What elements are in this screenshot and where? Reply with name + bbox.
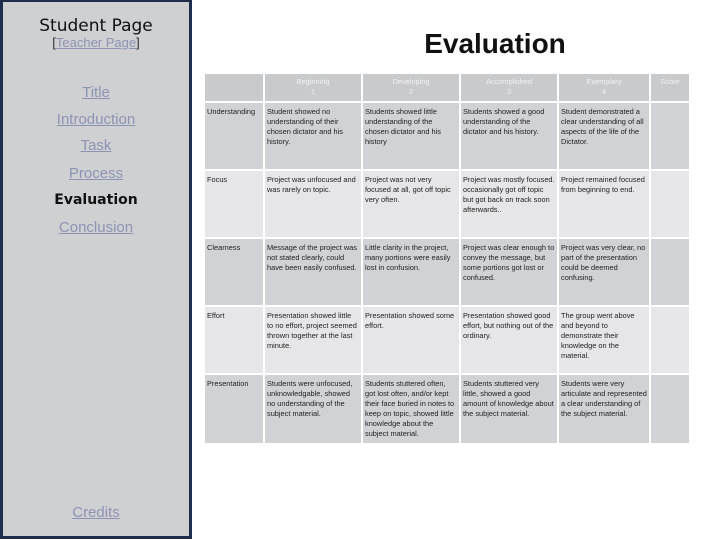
rubric-cell: Project was very clear, no part of the presentation could be deemed confusing. xyxy=(559,239,649,305)
criterion-cell: Presentation xyxy=(205,375,263,443)
nav-credits[interactable]: Credits xyxy=(72,504,120,521)
criterion-cell: Clearness xyxy=(205,239,263,305)
rubric-cell: Presentation showed good effort, but nothing out of the ordinary. xyxy=(461,307,557,373)
nav-task[interactable]: Task xyxy=(80,137,112,154)
rubric-cell: Students stuttered very little, showed a good amount of knowledge about the subject material. xyxy=(461,375,557,443)
score-cell[interactable] xyxy=(651,103,689,169)
header-name: Beginning xyxy=(296,77,330,86)
table-row xyxy=(205,103,689,169)
header-level: 2 xyxy=(408,87,414,96)
rubric-cell: Students were unfocused, unknowledgable, showed no understanding of the subject material. xyxy=(265,375,361,443)
table-row xyxy=(205,239,689,305)
score-cell[interactable] xyxy=(651,307,689,373)
rubric-table xyxy=(203,72,691,445)
column-header xyxy=(265,74,361,101)
rubric-cell: Presentation showed some effort. xyxy=(363,307,459,373)
nav-title[interactable]: Title xyxy=(82,84,110,101)
table-row xyxy=(205,307,689,373)
rubric-cell: Project was clear enough to convey the message, but some portions got lost or confused. xyxy=(461,239,557,305)
score-cell[interactable] xyxy=(651,375,689,443)
nav-introduction[interactable]: Introduction xyxy=(56,111,136,128)
rubric-cell: Project was mostly focused. occasionally got off topic but got back on track soon afterwards.. xyxy=(461,171,557,237)
rubric-cell: Little clarity in the project, many portions were easily lost in confusion. xyxy=(363,239,459,305)
nav-evaluation-current: Evaluation xyxy=(54,192,138,208)
rubric-cell: Student demonstrated a clear understanding of all aspects of the life of the Dictator. xyxy=(559,103,649,169)
header-level: 4 xyxy=(601,87,607,96)
column-header xyxy=(363,74,459,101)
header-name: Developing xyxy=(392,77,430,86)
rubric-cell: Students showed little understanding of the chosen dictator and his history xyxy=(363,103,459,169)
rubric-cell: Message of the project was not stated clearly, could have been easily confused. xyxy=(265,239,361,305)
header-name: Accomplished xyxy=(485,77,532,86)
bracket: [ xyxy=(52,35,56,50)
rubric-cell: The group went above and beyond to demonstrate their knowledge on the material. xyxy=(559,307,649,373)
rubric-cell: Project was not very focused at all, got off topic very often. xyxy=(363,171,459,237)
bracket: ] xyxy=(136,35,140,50)
criterion-cell: Focus xyxy=(205,171,263,237)
header-name: Score xyxy=(660,77,680,86)
sidebar xyxy=(0,0,192,539)
header-name: Exemplary xyxy=(586,77,622,86)
header-level: 3 xyxy=(506,87,512,96)
rubric-cell: Project was unfocused and was rarely on topic. xyxy=(265,171,361,237)
criterion-cell: Effort xyxy=(205,307,263,373)
score-cell[interactable] xyxy=(651,239,689,305)
nav-conclusion[interactable]: Conclusion xyxy=(58,219,134,236)
column-header xyxy=(461,74,557,101)
table-row xyxy=(205,375,689,443)
sidebar-title: Student Page xyxy=(39,16,153,36)
page-heading: Evaluation xyxy=(424,28,566,59)
column-header xyxy=(205,74,263,101)
column-header xyxy=(559,74,649,101)
rubric-cell: Students stuttered often, got lost often, and/or kept their face buried in notes to keep on topic, showed little knowledge about the subject material. xyxy=(363,375,459,443)
score-cell[interactable] xyxy=(651,171,689,237)
rubric-cell: Students showed a good understanding of the dictator and his history. xyxy=(461,103,557,169)
rubric-cell: Students were very articulate and represented a clear understanding of the subject material. xyxy=(559,375,649,443)
nav-process[interactable]: Process xyxy=(68,165,124,182)
rubric-cell: Student showed no understanding of their chosen dictator and his history. xyxy=(265,103,361,169)
column-header xyxy=(651,74,689,101)
header-level: 1 xyxy=(310,87,316,96)
rubric-cell: Project remained focused from beginning to end. xyxy=(559,171,649,237)
criterion-cell: Understanding xyxy=(205,103,263,169)
teacher-page-link-wrapper xyxy=(3,35,189,50)
rubric-cell: Presentation showed little to no effort, project seemed thrown together at the last minute. xyxy=(265,307,361,373)
teacher-page-link[interactable]: Teacher Page xyxy=(55,35,137,50)
table-row xyxy=(205,171,689,237)
